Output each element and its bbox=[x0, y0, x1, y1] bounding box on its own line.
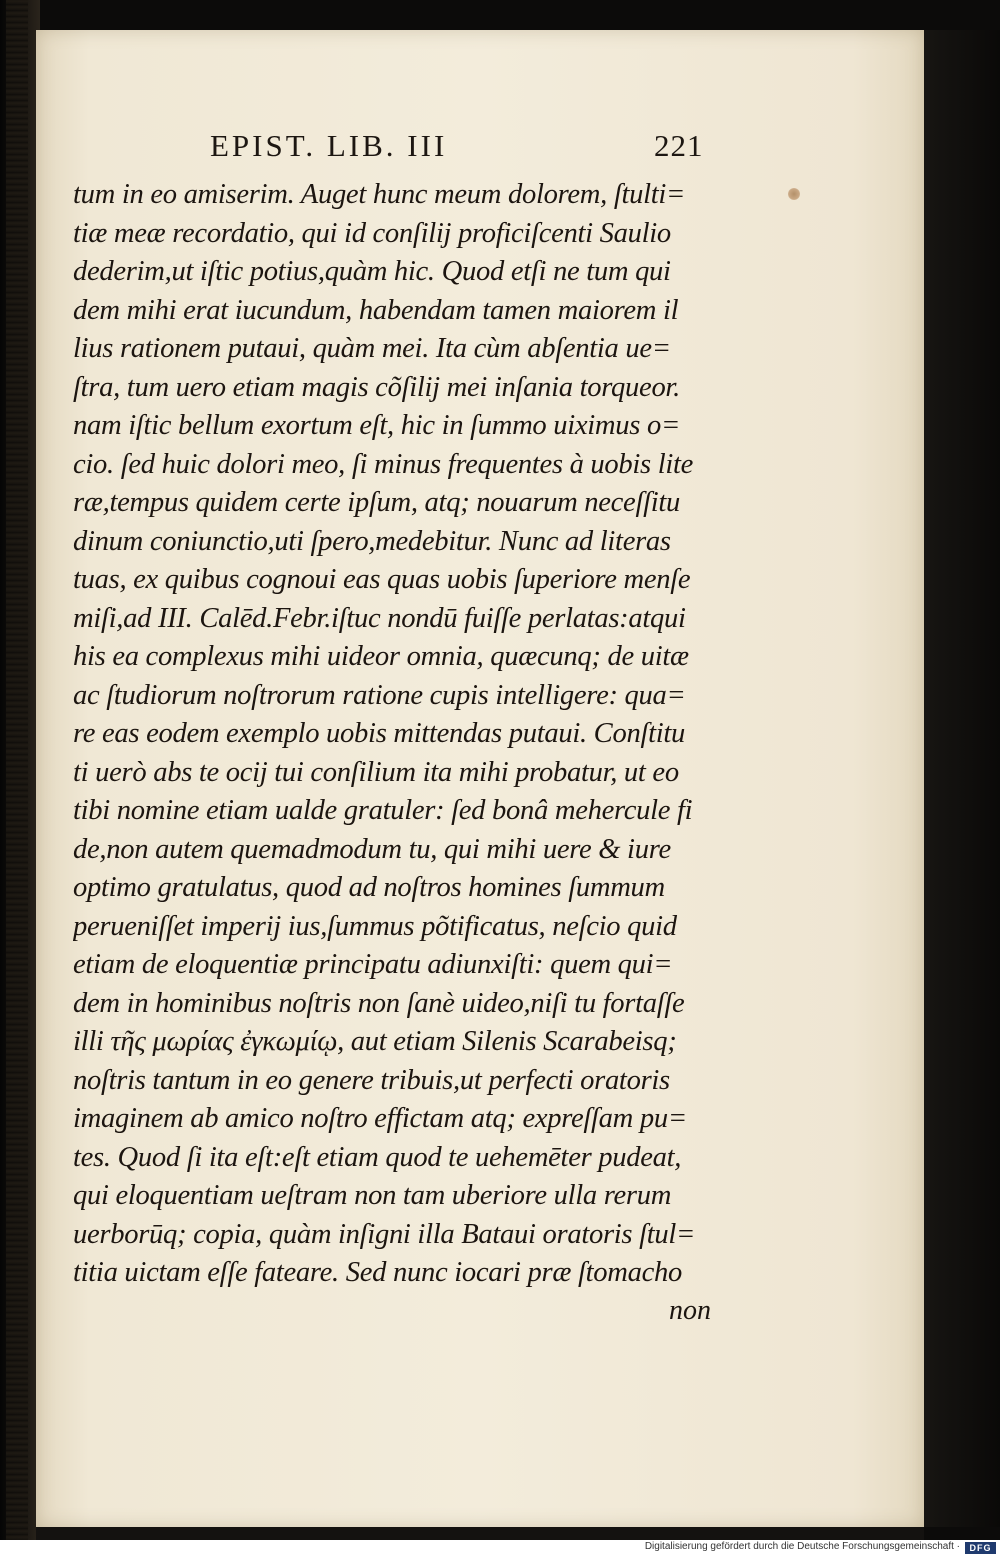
running-head-title: EPIST. LIB. III bbox=[210, 128, 448, 163]
footer-bar bbox=[0, 1540, 1000, 1556]
catchword: non bbox=[669, 1295, 711, 1326]
book-edge-bottom bbox=[36, 1527, 924, 1540]
text-line: ſtra, tum uero etiam magis cõſilij mei inſania torqueor. bbox=[73, 371, 680, 403]
text-line: tuas, ex quibus cognoui eas quas uobis ſuperiore menſe bbox=[73, 564, 691, 595]
text-line: dederim,ut iſtic potius,quàm hic. Quod etſi ne tum qui bbox=[73, 256, 671, 287]
text-line: qui eloquentiam ueſtram non tam uberiore ulla rerum bbox=[73, 1180, 672, 1211]
text-line: ac ſtudiorum noſtrorum ratione cupis intelligere: qua= bbox=[73, 679, 686, 711]
text-line: cio. ſed huic dolori meo, ſi minus frequentes à uobis lite bbox=[73, 448, 694, 480]
text-line: optimo gratulatus, quod ad noſtros homines ſummum bbox=[73, 872, 665, 903]
text-line: noſtris tantum in eo genere tribuis,ut perfecti oratoris bbox=[73, 1064, 670, 1096]
page-number: 221 bbox=[654, 128, 704, 163]
book-edge-right bbox=[924, 30, 1000, 1527]
text-line: imaginem ab amico noſtro effictam atq; expreſſam pu= bbox=[73, 1103, 687, 1134]
text-line: perueniſſet imperij ius,ſummus põtificatus, neſcio quid bbox=[73, 910, 677, 942]
text-line: nam iſtic bellum exortum eſt, hic in ſummo uiximus o= bbox=[73, 410, 680, 441]
text-line: titia uictam eſſe fateare. Sed nunc iocari præ ſtomacho bbox=[73, 1257, 683, 1288]
text-line: lius rationem putaui, quàm mei. Ita cùm abſentia ue= bbox=[73, 333, 671, 364]
text-line: de,non autem quemadmodum tu, qui mihi uere & iure bbox=[73, 833, 671, 865]
text-line: etiam de eloquentiæ principatu adiunxiſti: quem qui= bbox=[73, 949, 673, 980]
foxing-spot bbox=[788, 188, 800, 200]
spine-texture bbox=[6, 0, 28, 1540]
text-line: his ea complexus mihi uideor omnia, quæcunq; de uitæ bbox=[73, 641, 689, 672]
text-line: ræ,tempus quidem certe ipſum, atq; nouarum neceſſitu bbox=[73, 487, 681, 518]
text-line: dem mihi erat iucundum, habendam tamen maiorem il bbox=[73, 294, 679, 326]
text-line: uerborūq; copia, quàm inſigni illa Bataui oratoris ſtul= bbox=[73, 1218, 696, 1250]
text-line: ti uerò abs te ocij tui conſilium ita mihi probatur, ut eo bbox=[73, 756, 679, 788]
text-line: miſi,ad III. Calēd.Febr.iſtuc nondū fuiſſe perlatas:atqui bbox=[73, 602, 686, 634]
text-line: tibi nomine etiam ualde gratuler: ſed bonâ mehercule fi bbox=[73, 795, 693, 826]
dfg-logo-icon: DFG bbox=[965, 1542, 996, 1554]
book-binding-left bbox=[0, 0, 40, 1540]
text-line: dinum coniunctio,uti ſpero,medebitur. Nunc ad literas bbox=[73, 525, 671, 557]
running-head bbox=[176, 128, 704, 168]
text-line: tes. Quod ſi ita eſt:eſt etiam quod te uehemēter pudeat, bbox=[73, 1141, 682, 1173]
book-page bbox=[36, 30, 924, 1527]
text-line: illi τῆς μωρίας ἐγκωμίῳ, aut etiam Silenis Scarabeisq; bbox=[73, 1026, 677, 1057]
funding-credit: Digitalisierung gefördert durch die Deutsche Forschungsgemeinschaft · bbox=[644, 1541, 960, 1552]
text-line: re eas eodem exemplo uobis mittendas putaui. Conſtitu bbox=[73, 718, 686, 749]
text-line: dem in hominibus noſtris non ſanè uideo,niſi tu fortaſſe bbox=[73, 987, 685, 1019]
text-line: tum in eo amiserim. Auget hunc meum dolorem, ſtulti= bbox=[73, 179, 686, 210]
text-line: tiæ meæ recordatio, qui id conſilij proficiſcenti Saulio bbox=[73, 217, 671, 249]
body-text bbox=[73, 176, 723, 1293]
